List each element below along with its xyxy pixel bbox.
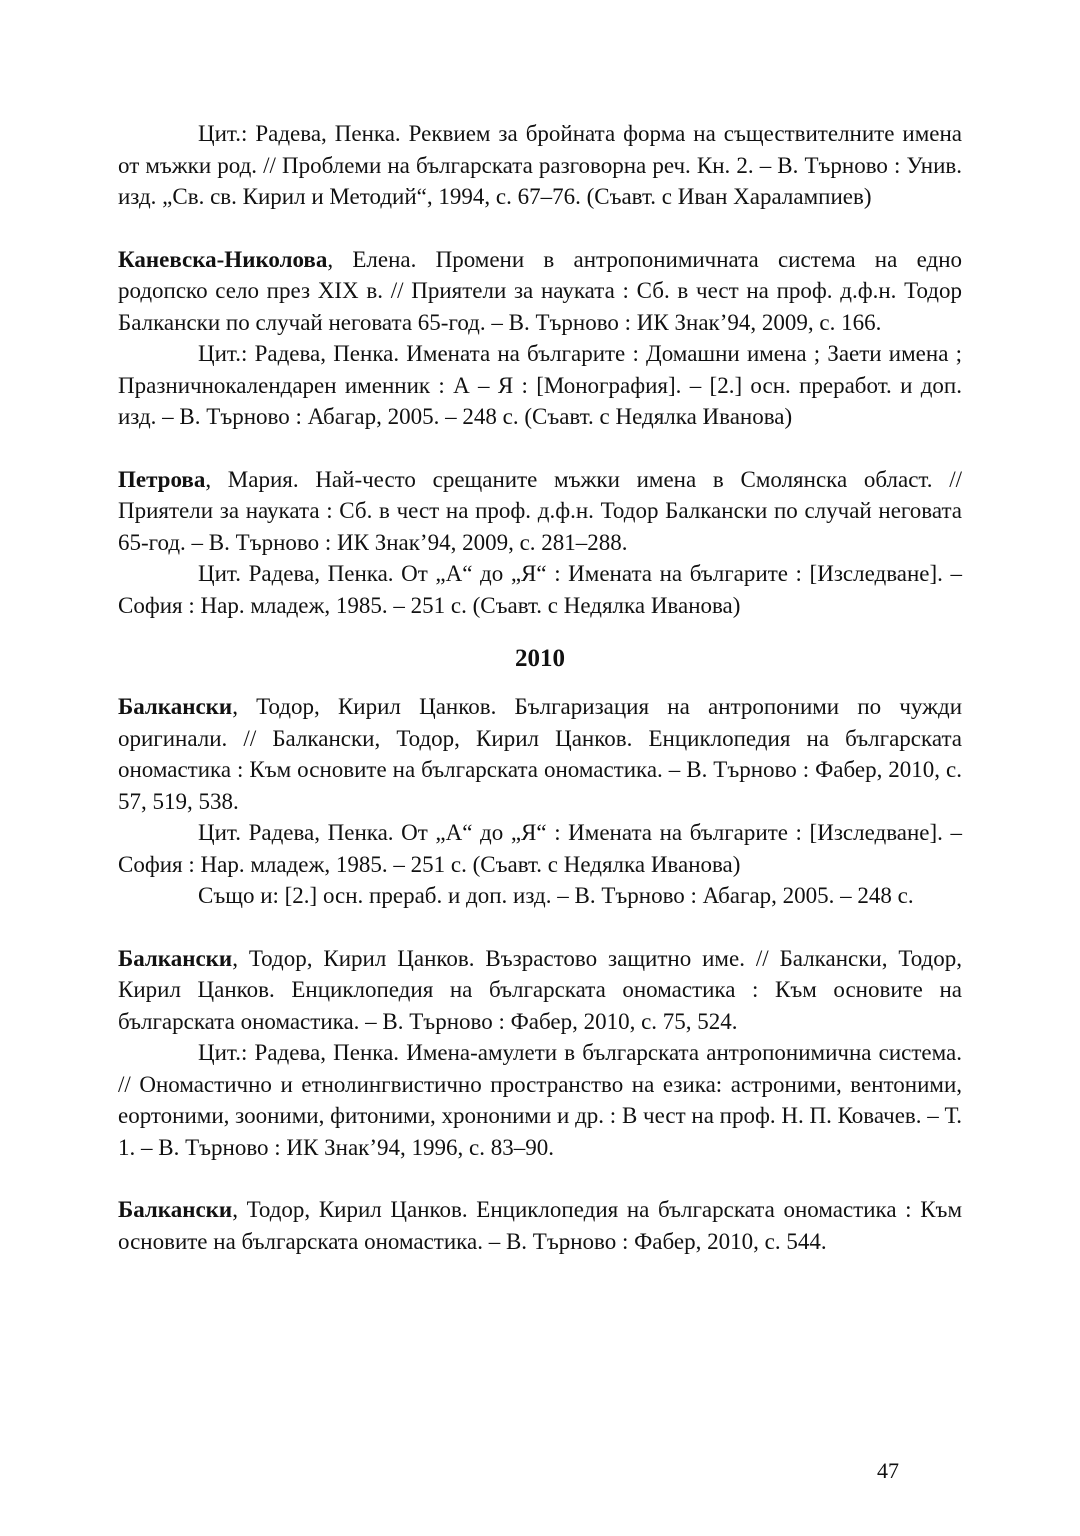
entry-text xyxy=(118,244,962,339)
page-body xyxy=(118,118,962,1288)
citation-text: Цит.: Радева, Пенка. Реквием за бройната форма на съществителните имена от мъжки род. // Проблеми на българската разговорна реч. Кн. 2. – В. Търново : Унив. изд. „Св. св. Кирил и Методий“, 1994, с. 67–76. (Съавт. с Иван Харалампиев) xyxy=(118,121,962,209)
entry-author: Балкански xyxy=(118,694,233,719)
entry-description: , Тодор, Кирил Цанков. Енциклопедия на българската ономастика : Към основите на българската ономастика. – В. Търново : Фабер, 2010, с. 544. xyxy=(118,1197,962,1254)
citation-text: Цит. Радева, Пенка. От „А“ до „Я“ : Имената на българите : [Изследване]. – София : Нар. младеж, 1985. – 251 с. (Съавт. с Недялка Иванова) xyxy=(118,561,962,618)
entry-text xyxy=(118,943,962,1038)
bibliography-entry xyxy=(118,244,962,433)
bibliography-entry xyxy=(118,118,962,213)
entry-description: , Мария. Най-често срещаните мъжки имена в Смолянска област. // Приятели за науката : Сб. в чест на проф. д.ф.н. Тодор Балкански по случай неговата 65-год. – В. Търново : ИК Знак’94, 2009, с. 281–288. xyxy=(118,466,962,555)
bibliography-entry xyxy=(118,691,962,912)
entry-author: Каневска-Николова xyxy=(118,246,328,272)
entry-description: , Елена. Промени в антропонимичната система на едно родопско село през ХІХ в. // Приятели за науката : Сб. в чест на проф. д.ф.н. Тодор Балкански по случай неговата 65-год. – В. Търново : ИК Знак’94, 2009, с. 166. xyxy=(118,246,962,335)
bibliography-entry xyxy=(118,943,962,1164)
entry-description: , Тодор, Кирил Цанков. Българизация на антропоними по чужди оригинали. // Балкански, Тодор, Кирил Цанков. Енциклопедия на българската ономастика : Към основите на българската ономастика. – В. Търново : Фабер, 2010, с. 57, 519, 538. xyxy=(118,694,962,814)
citation-text: Също и: [2.] осн. прераб. и доп. изд. – В. Търново : Абагар, 2005. – 248 с. xyxy=(198,883,914,908)
year-heading: 2010 xyxy=(515,645,565,672)
citation-text: Цит. Радева, Пенка. От „А“ до „Я“ : Имената на българите : [Изследване]. – София : Нар. младеж, 1985. – 251 с. (Съавт. с Недялка Иванова) xyxy=(118,820,962,877)
entry-author: Балкански xyxy=(118,1197,233,1222)
entry-text xyxy=(118,1194,962,1257)
bibliography-entry xyxy=(118,1194,962,1257)
entry-text xyxy=(118,464,962,559)
entry-author: Петрова xyxy=(118,466,206,492)
entry-text xyxy=(118,691,962,817)
bibliography-entry xyxy=(118,464,962,622)
citation-text: Цит.: Радева, Пенка. Имената на българите : Домашни имена ; Заети имена ; Празничнокалендарен именник : А – Я : [Монография]. – [2.] осн. преработ. и доп. изд. – В. Търново : Абагар, 2005. – 248 с. (Съавт. с Недялка Иванова) xyxy=(118,341,962,429)
citation-text: Цит.: Радева, Пенка. Имена-амулети в българската антропонимична система. // Ономастично и етнолингвистично пространство на езика: астроними, вентоними, еортоними, зооними, фитоними, хрононими и др. : В чест на проф. Н. П. Ковачев. – Т. 1. – В. Търново : ИК Знак’94, 1996, с. 83–90. xyxy=(118,1040,963,1160)
entry-description: , Тодор, Кирил Цанков. Възрастово защитно име. // Балкански, Тодор, Кирил Цанков. Енциклопедия на българската ономастика : Към основите на българската ономастика. – В. Търново : Фабер, 2010, с. 75, 524. xyxy=(118,945,962,1034)
entry-author: Балкански xyxy=(118,945,233,971)
page-number: 47 xyxy=(877,1458,899,1483)
